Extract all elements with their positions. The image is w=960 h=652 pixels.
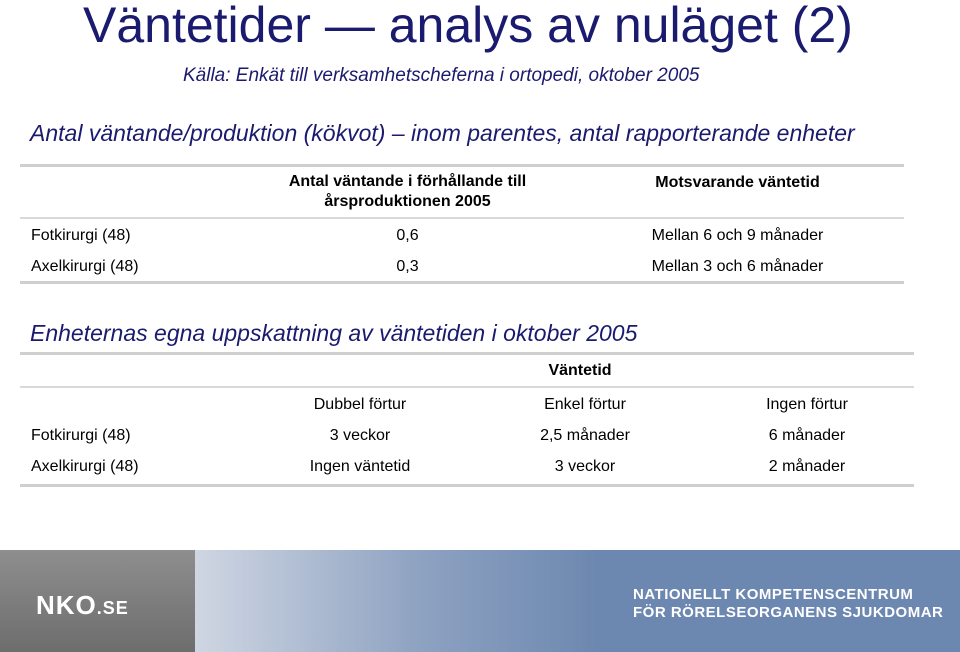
organization-name <box>633 586 943 622</box>
table2-row-value: Ingen väntetid <box>309 458 411 475</box>
table2-row-value: 6 månader <box>768 427 846 444</box>
table1-top-rule <box>20 164 904 167</box>
table1-row-ratio: 0,3 <box>396 258 419 275</box>
table1-row-wait: Mellan 6 och 9 månader <box>651 227 824 244</box>
table1-row-label: Axelkirurgi (48) <box>31 258 139 275</box>
section2-heading: Enheternas egna uppskattning av väntetiden i oktober 2005 <box>30 320 638 346</box>
organization-name-line2: FÖR RÖRELSEORGANENS SJUKDOMAR <box>633 604 944 621</box>
table2-top-rule <box>20 352 914 355</box>
table1-header-ratio-line2: årsproduktionen 2005 <box>324 193 491 210</box>
table1-row-label: Fotkirurgi (48) <box>31 227 131 244</box>
nko-logo-main: NKO <box>36 590 97 620</box>
table2-header-double: Dubbel förtur <box>313 396 407 413</box>
organization-name-line1: NATIONELLT KOMPETENSCENTRUM <box>633 586 914 603</box>
table1-header-ratio-line1: Antal väntande i förhållande till <box>288 173 527 190</box>
table2-row-value: 2,5 månader <box>540 427 630 444</box>
table2-row-label: Axelkirurgi (48) <box>31 458 139 475</box>
table2-row-label: Fotkirurgi (48) <box>31 427 131 444</box>
source-note: Källa: Enkät till verksamhetscheferna i ortopedi, oktober 2005 <box>183 65 700 86</box>
table2-bottom-rule <box>20 484 914 487</box>
nko-logo[interactable] <box>36 590 129 621</box>
table2-header-none: Ingen förtur <box>766 396 848 413</box>
table2-row-value: 3 veckor <box>554 458 616 475</box>
page-title: Väntetider — analys av nuläget (2) <box>83 0 853 53</box>
table2-header-single: Enkel förtur <box>544 396 626 413</box>
table1-header-rule <box>20 217 904 219</box>
table1-bottom-rule <box>20 281 904 284</box>
table1-row-ratio: 0,6 <box>396 227 419 244</box>
table2-group-rule <box>20 386 914 388</box>
table2-row-value: 2 månader <box>768 458 846 475</box>
nko-logo-suffix: .SE <box>96 598 129 618</box>
footer-gradient-panel <box>195 550 595 652</box>
table2-row-value: 3 veckor <box>329 427 391 444</box>
section1-heading: Antal väntande/produktion (kökvot) – inom parentes, antal rapporterande enheter <box>30 120 855 146</box>
table1-header-wait: Motsvarande väntetid <box>655 174 820 191</box>
table1-row-wait: Mellan 3 och 6 månader <box>651 258 824 275</box>
footer-banner <box>0 550 960 652</box>
table2-group-header: Väntetid <box>548 362 612 379</box>
